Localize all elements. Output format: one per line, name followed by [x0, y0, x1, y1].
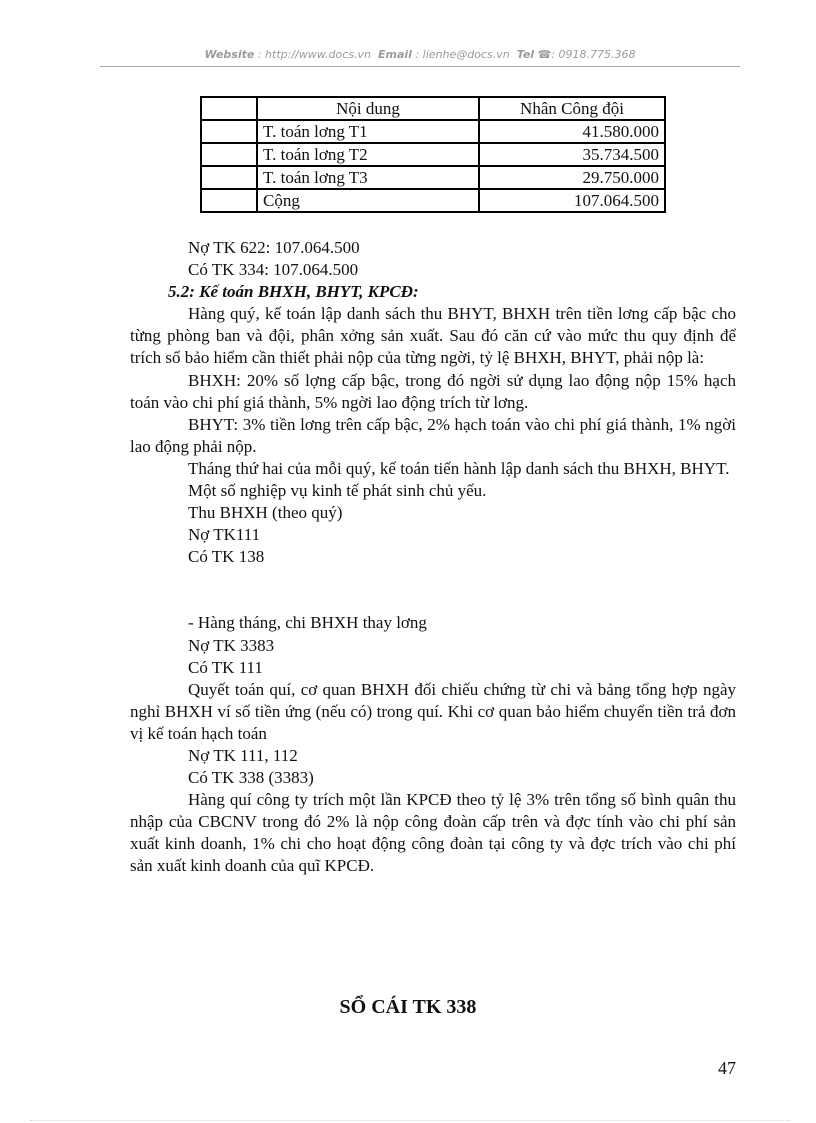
section-heading: 5.2: Kế toán BHXH, BHYT, KPCĐ:: [168, 282, 419, 302]
table-cell-empty: [201, 189, 257, 212]
table-cell-empty: [201, 120, 257, 143]
website-label: Website: [204, 48, 255, 61]
table-cell-empty: [201, 166, 257, 189]
table-row: [201, 120, 665, 143]
email-value: : lienhe@docs.vn: [415, 48, 510, 61]
tel-label: Tel: [516, 48, 535, 61]
footer-divider: [30, 1120, 790, 1121]
paragraph: BHYT: 3% tiền lơng trên cấp bậc, 2% hạch toán vào chi phí giá thành, 1% ngời lao động phải nộp.: [130, 414, 736, 456]
journal-line: Có TK 138: [188, 547, 265, 567]
table-header-cell: Nhân Công đội: [479, 97, 665, 120]
table-total-row: [201, 189, 665, 212]
paragraph: Tháng thứ hai của mỗi quý, kế toán tiến hành lập danh sách thu BHXH, BHYT.: [188, 458, 730, 478]
paragraph: Quyết toán quí, cơ quan BHXH đối chiếu chứng từ chi và bảng tổng hợp ngày nghỉ BHXH ví số tiền ứng (nếu có) trong quí. Khi cơ quan bảo hiểm chuyển tiền trả đơn vị kế toán hạch toán: [130, 679, 736, 743]
website-value: : http://www.docs.vn: [257, 48, 372, 61]
text-line: Thu BHXH (theo quý): [188, 503, 343, 523]
salary-table: [200, 96, 666, 213]
table-header-cell: Nội dung: [257, 97, 479, 120]
paragraph: Hàng quí công ty trích một lần KPCĐ theo tỷ lệ 3% trên tổng số bình quân thu nhập của CBCNV trong đó 2% là nộp công đoàn cấp trên và đợc tính vào chi phí sản xuất kinh doanh, 1% chi cho hoạt động công đoàn tại công ty và đợc trích vào chi phí sản xuất kinh doanh của quĩ KPCĐ.: [130, 790, 736, 876]
table-cell-empty: [201, 143, 257, 166]
table-cell-amount: 41.580.000: [479, 120, 665, 143]
page-number: 47: [718, 1058, 736, 1078]
paragraph: Hàng quý, kế toán lập danh sách thu BHYT, BHXH trên tiền lơng cấp bậc cho từng phòng ban và đội, phân xởng sản xuất. Sau đó căn cứ vào mức thu quy định để trích số bảo hiểm cần thiết phải nộp của từng ngời, tỷ lệ BHXH, BHYT, phải nộp là:: [130, 304, 736, 368]
ledger-title: SỔ CÁI TK 338: [339, 996, 477, 1018]
table-cell-amount: 35.734.500: [479, 143, 665, 166]
blank-space: [130, 568, 736, 612]
table-row: [201, 143, 665, 166]
table-cell-amount: 107.064.500: [479, 189, 665, 212]
header-divider: [100, 66, 740, 67]
journal-line: Có TK 111: [188, 657, 263, 677]
text-line: - Hàng tháng, chi BHXH thay lơng: [188, 613, 427, 633]
paragraph: BHXH: 20% số lợng cấp bậc, trong đó ngời sử dụng lao động nộp 15% hạch toán vào chi phí giá thành, 5% ngời lao động trích từ lơng.: [130, 370, 736, 412]
table-row: [201, 166, 665, 189]
journal-line: Có TK 338 (3383): [188, 768, 314, 788]
document-body: [130, 237, 736, 878]
phone-icon: ☎: [537, 48, 552, 61]
table-cell-content: T. toán lơng T3: [257, 166, 479, 189]
tel-value: : 0918.775.368: [551, 48, 636, 61]
page-header: [100, 48, 740, 61]
table-cell-content: T. toán lơng T2: [257, 143, 479, 166]
journal-line: Nợ TK 3383: [188, 635, 275, 655]
table-cell-content: Cộng: [257, 189, 479, 212]
journal-line: Nợ TK111: [188, 525, 261, 545]
table-cell-content: T. toán lơng T1: [257, 120, 479, 143]
journal-line: Nợ TK 622: 107.064.500: [188, 238, 360, 257]
table-header-row: [201, 97, 665, 120]
text-line: Một số nghiệp vụ kinh tế phát sinh chủ yếu.: [188, 481, 487, 501]
journal-line: Nợ TK 111, 112: [188, 745, 298, 765]
table-header-cell: [201, 97, 257, 120]
journal-line: Có TK 334: 107.064.500: [188, 260, 359, 280]
email-label: Email: [378, 48, 412, 61]
table-cell-amount: 29.750.000: [479, 166, 665, 189]
